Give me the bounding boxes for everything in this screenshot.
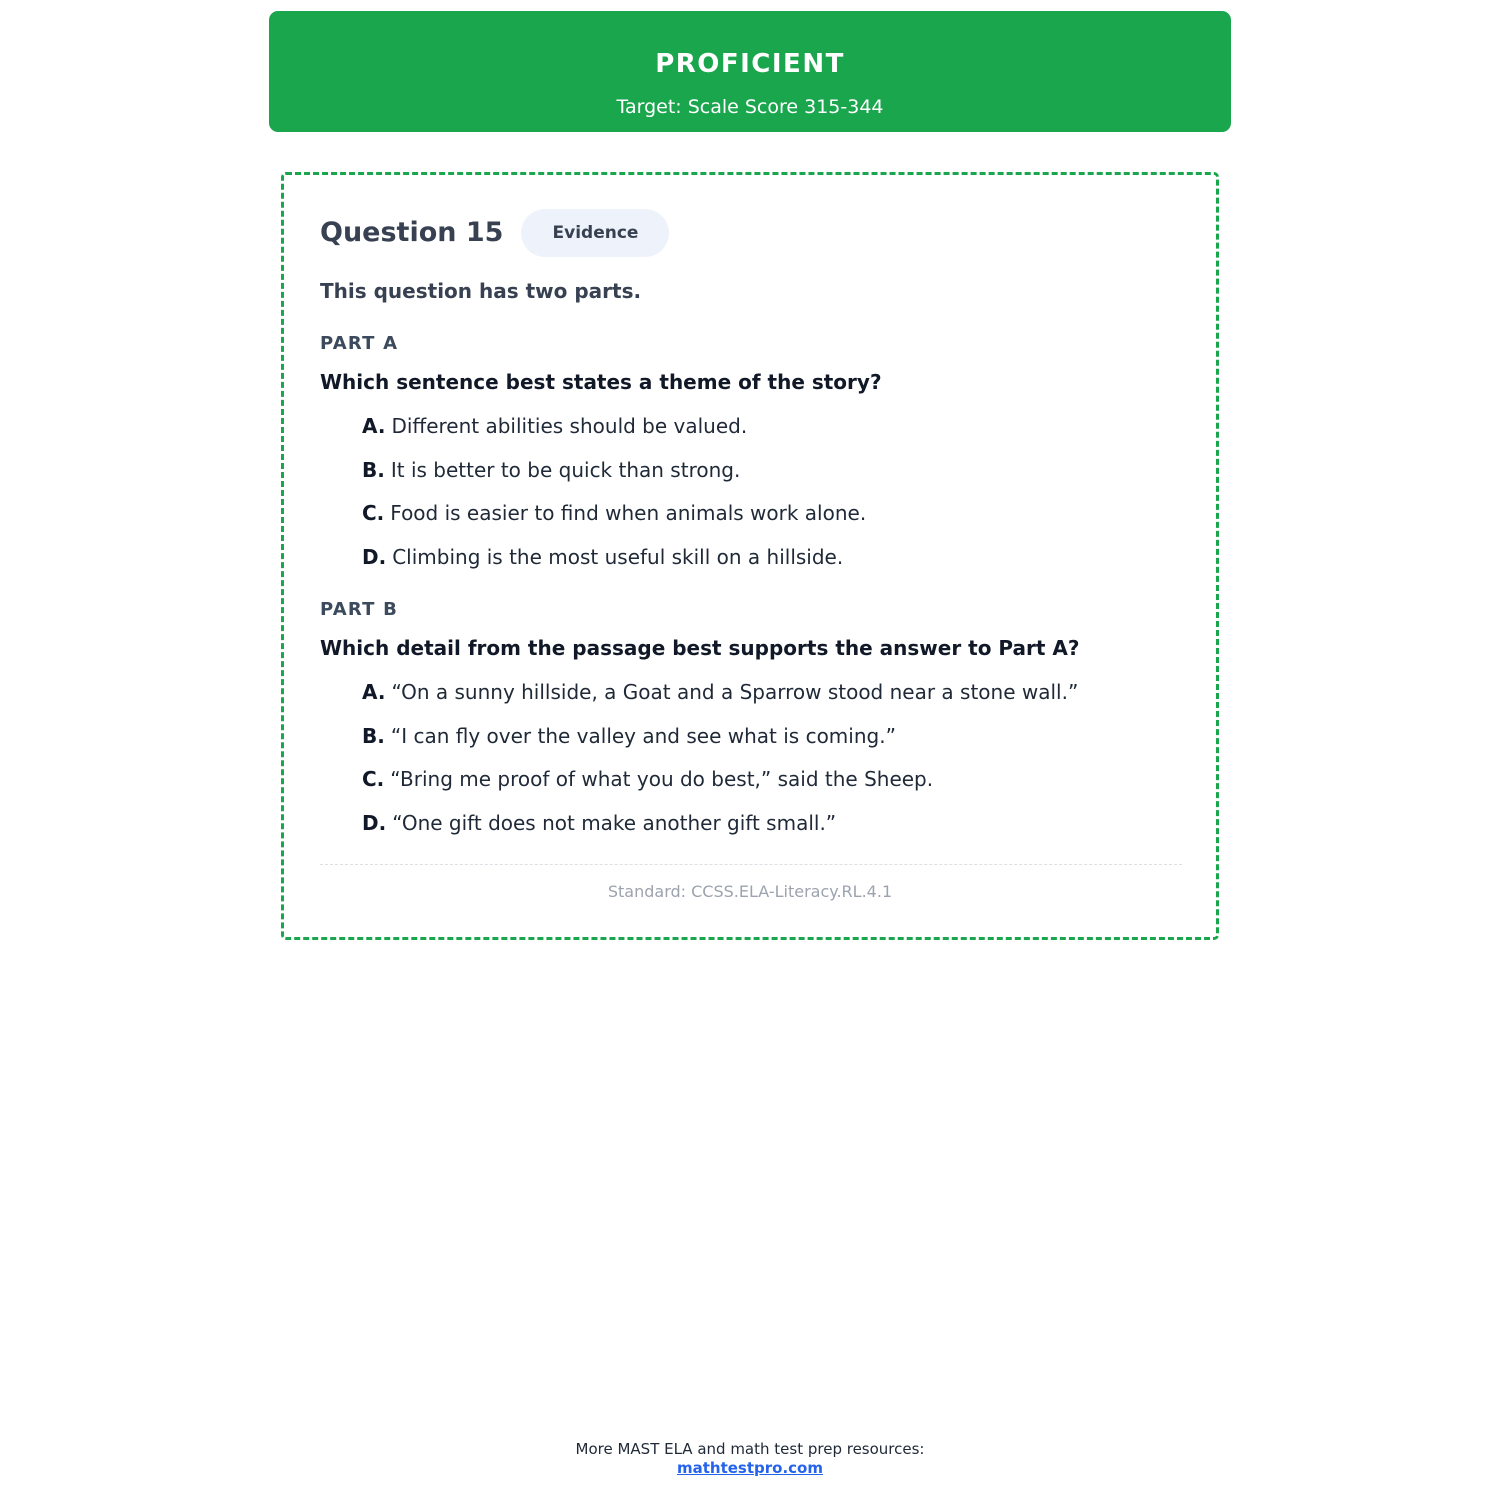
option-letter: D. — [362, 544, 387, 569]
part-a-option-c[interactable] — [362, 500, 866, 544]
part-a-prompt: Which sentence best states a theme of the story? — [320, 370, 882, 394]
part-a-options — [362, 413, 866, 587]
option-text: Food is easier to find when animals work alone. — [390, 501, 867, 525]
part-a-label: PART A — [320, 333, 399, 354]
question-type-badge: Evidence — [521, 209, 669, 257]
option-text: “I can fly over the valley and see what is coming.” — [390, 723, 896, 748]
part-a-option-b[interactable] — [362, 457, 866, 501]
footer-link[interactable]: mathtestpro.com — [676, 1459, 823, 1477]
option-text: “On a sunny hillside, a Goat and a Sparrow stood near a stone wall.” — [391, 680, 1079, 704]
option-letter: D. — [362, 810, 387, 835]
footer — [0, 1440, 1500, 1478]
standard-label: Standard: CCSS.ELA-Literacy.RL.4.1 — [607, 882, 893, 901]
option-text: “One gift does not make another gift small.” — [392, 810, 837, 835]
part-b-option-d[interactable] — [362, 810, 1078, 854]
part-b-option-a[interactable] — [362, 679, 1078, 723]
option-letter: C. — [362, 767, 385, 791]
part-a-option-d[interactable] — [362, 544, 866, 588]
level-title: PROFICIENT — [655, 49, 845, 79]
part-b-options — [362, 679, 1078, 853]
option-text: Different abilities should be valued. — [391, 414, 748, 438]
target-score: Target: Scale Score 315-344 — [616, 96, 884, 118]
part-b-option-b[interactable] — [362, 723, 1078, 767]
option-letter: B. — [362, 723, 385, 748]
level-banner — [269, 11, 1231, 132]
standard-divider — [320, 864, 1182, 865]
question-header — [320, 209, 669, 257]
question-card — [281, 172, 1219, 940]
part-b-prompt: Which detail from the passage best supports the answer to Part A? — [320, 636, 1080, 660]
question-intro: This question has two parts. — [320, 279, 642, 303]
question-title: Question 15 — [320, 217, 504, 248]
option-letter: A. — [362, 680, 386, 704]
part-b-option-c[interactable] — [362, 766, 1078, 810]
footer-text: More MAST ELA and math test prep resources: — [575, 1440, 925, 1458]
option-text: “Bring me proof of what you do best,” said the Sheep. — [390, 767, 934, 791]
option-letter: A. — [362, 414, 386, 438]
part-a-option-a[interactable] — [362, 413, 866, 457]
option-letter: C. — [362, 501, 385, 525]
part-b-label: PART B — [320, 599, 398, 620]
option-text: It is better to be quick than strong. — [390, 457, 741, 482]
option-text: Climbing is the most useful skill on a hillside. — [392, 544, 844, 569]
option-letter: B. — [362, 457, 385, 482]
